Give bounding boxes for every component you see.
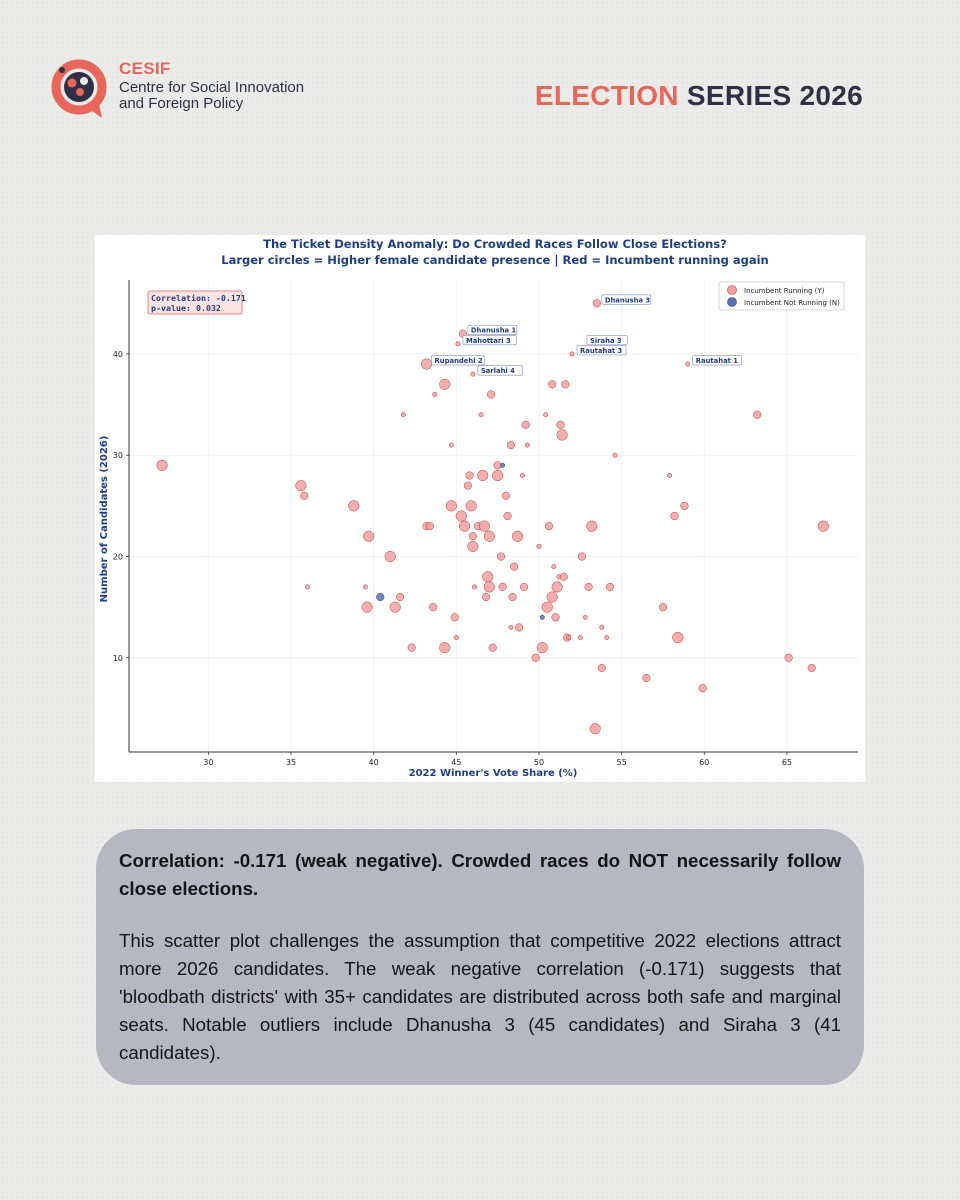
point-incumbent-running xyxy=(785,654,793,662)
point-incumbent-running xyxy=(456,511,467,522)
point-incumbent-running xyxy=(543,413,547,417)
point-incumbent-running xyxy=(509,593,517,601)
point-incumbent-running xyxy=(542,602,553,613)
chart-legend xyxy=(719,282,844,310)
point-incumbent-running xyxy=(552,613,560,621)
point-incumbent-running xyxy=(472,585,476,589)
point-incumbent-running xyxy=(349,501,360,512)
point-incumbent-running xyxy=(818,521,829,532)
point-incumbent-running xyxy=(525,443,529,447)
point-incumbent-not-running xyxy=(376,593,384,601)
point-incumbent-running xyxy=(686,362,690,366)
point-incumbent-running xyxy=(504,512,512,520)
x-axis-label: 2022 Winner's Vote Share (%) xyxy=(408,768,578,779)
point-incumbent-running xyxy=(477,470,488,481)
annotation xyxy=(577,345,626,355)
note-body: This scatter plot challenges the assumption that competitive 2022 elections attract more 2026 candidates. The weak negative correlation (-0.171) suggests that 'bloodbath districts' with 35+ candidates are distributed across both safe and marginal seats. Notable outliers include Dhanusha 3 (45 candidates) and Siraha 3 (41 candidates). xyxy=(119,930,841,1063)
legend-marker-not-running xyxy=(728,298,737,307)
point-incumbent-running xyxy=(385,551,396,562)
series-title xyxy=(535,80,863,112)
stats-box xyxy=(148,291,246,314)
annotation-label: Dhanusha 3 xyxy=(604,296,651,305)
x-tick-label: 35 xyxy=(285,758,297,767)
point-incumbent-running xyxy=(459,521,470,532)
point-incumbent-running xyxy=(557,421,565,429)
annotation xyxy=(602,295,651,305)
point-incumbent-running xyxy=(590,723,601,734)
point-incumbent-running xyxy=(520,583,528,591)
point-incumbent-running xyxy=(479,521,490,532)
cesif-logo xyxy=(48,56,308,122)
point-incumbent-running xyxy=(613,453,617,457)
point-incumbent-running xyxy=(469,532,477,540)
point-incumbent-running xyxy=(446,501,457,512)
point-incumbent-running xyxy=(606,583,614,591)
annotation-label: Mahottari 3 xyxy=(465,336,511,345)
point-incumbent-running xyxy=(396,593,404,601)
annotation xyxy=(432,356,485,366)
speech-bubble-logo-icon xyxy=(48,56,114,122)
y-tick-label: 40 xyxy=(112,349,123,359)
point-incumbent-running xyxy=(512,531,523,542)
series-title-accent: ELECTION xyxy=(534,80,679,111)
point-incumbent-running xyxy=(578,635,582,639)
point-incumbent-running xyxy=(593,299,601,307)
scatter-chart xyxy=(95,235,865,782)
annotation xyxy=(468,325,517,335)
point-incumbent-running xyxy=(673,632,684,643)
point-incumbent-running xyxy=(578,553,586,561)
point-incumbent-running xyxy=(557,430,568,441)
point-incumbent-running xyxy=(426,522,434,530)
point-incumbent-running xyxy=(489,644,497,652)
chart-subtitle: Larger circles = Higher female candidate presence | Red = Incumbent running again xyxy=(221,253,769,267)
annotation-label: Rautahat 3 xyxy=(580,346,623,355)
point-incumbent-running xyxy=(479,413,483,417)
org-line-2: and Foreign Policy xyxy=(119,95,244,112)
point-incumbent-running xyxy=(362,602,373,613)
point-incumbent-running xyxy=(390,602,401,613)
point-incumbent-running xyxy=(492,470,503,481)
organization-name xyxy=(119,80,379,112)
point-incumbent-running xyxy=(552,582,563,593)
note-headline: Correlation: -0.171 (weak negative). Crowded races do NOT necessarily follow close elections. xyxy=(119,850,841,899)
point-incumbent-running xyxy=(567,635,571,639)
y-axis-label: Number of Candidates (2026) xyxy=(99,435,110,603)
annotation-label: Dhanusha 1 xyxy=(470,326,517,335)
point-incumbent-running xyxy=(296,480,307,491)
y-tick-label: 10 xyxy=(112,653,123,663)
point-incumbent-running xyxy=(587,521,598,532)
point-incumbent-running xyxy=(484,582,495,593)
point-incumbent-running xyxy=(466,472,474,480)
brand-name: CESIF xyxy=(119,59,171,78)
annotation xyxy=(693,356,742,366)
series-title-rest: SERIES 2026 xyxy=(686,80,863,111)
point-incumbent-running xyxy=(451,613,459,621)
stats-p-value: p-value: 0.032 xyxy=(151,303,221,313)
org-line-1: Centre for Social Innovation xyxy=(119,79,305,96)
point-incumbent-running xyxy=(808,664,816,672)
point-incumbent-running xyxy=(570,352,574,356)
point-incumbent-running xyxy=(520,473,524,477)
point-incumbent-running xyxy=(605,635,609,639)
point-incumbent-running xyxy=(363,585,367,589)
point-incumbent-running xyxy=(560,573,568,581)
annotation-label: Rautahat 1 xyxy=(695,357,739,366)
point-incumbent-running xyxy=(659,603,667,611)
x-tick-label: 50 xyxy=(533,758,545,767)
point-incumbent-running xyxy=(598,664,606,672)
point-incumbent-not-running xyxy=(540,615,544,619)
point-incumbent-running xyxy=(502,492,510,500)
x-tick-label: 55 xyxy=(616,758,627,767)
point-incumbent-running xyxy=(482,571,493,582)
point-incumbent-running xyxy=(671,512,679,520)
point-incumbent-running xyxy=(363,531,374,542)
point-incumbent-running xyxy=(429,603,437,611)
point-incumbent-running xyxy=(439,642,450,653)
x-tick-label: 30 xyxy=(203,758,214,767)
point-incumbent-running xyxy=(497,553,505,561)
grid-lines xyxy=(129,280,858,752)
point-incumbent-running xyxy=(537,642,548,653)
point-incumbent-running xyxy=(401,413,405,417)
point-incumbent-not-running xyxy=(500,463,504,467)
legend-marker-incumbent xyxy=(728,286,737,295)
point-incumbent-running xyxy=(515,624,523,632)
point-incumbent-running xyxy=(484,531,495,542)
point-incumbent-running xyxy=(433,392,437,396)
legend-label-not-running: Incumbent Not Running (N) xyxy=(744,299,840,307)
point-incumbent-running xyxy=(510,563,518,571)
point-incumbent-running xyxy=(600,625,604,629)
y-tick-label: 30 xyxy=(112,451,123,461)
annotation xyxy=(478,366,523,376)
point-incumbent-running xyxy=(552,564,556,568)
point-incumbent-running xyxy=(305,585,309,589)
point-incumbent-running xyxy=(439,379,450,390)
chart-card xyxy=(95,235,865,782)
annotation-label: Sarlahi 4 xyxy=(480,367,515,376)
stats-correlation: Correlation: -0.171 xyxy=(151,293,246,303)
point-incumbent-running xyxy=(449,443,453,447)
point-incumbent-running xyxy=(548,381,556,389)
annotation xyxy=(587,335,627,345)
annotation xyxy=(463,335,516,345)
point-incumbent-running xyxy=(643,674,651,682)
point-incumbent-running xyxy=(499,583,507,591)
point-incumbent-running xyxy=(585,583,593,591)
point-incumbent-running xyxy=(482,593,490,601)
point-incumbent-running xyxy=(753,411,761,419)
point-incumbent-running xyxy=(547,592,558,603)
point-incumbent-running xyxy=(487,391,495,399)
point-incumbent-running xyxy=(454,635,458,639)
axes xyxy=(129,280,858,752)
point-incumbent-running xyxy=(667,473,671,477)
legend-label-incumbent: Incumbent Running (Y) xyxy=(744,287,825,295)
point-incumbent-running xyxy=(562,381,570,389)
x-tick-label: 60 xyxy=(699,758,710,767)
point-incumbent-running xyxy=(300,492,308,500)
x-tick-label: 45 xyxy=(451,758,462,767)
point-incumbent-running xyxy=(509,625,513,629)
y-tick-label: 20 xyxy=(112,552,123,562)
point-incumbent-running xyxy=(507,441,515,449)
x-tick-label: 65 xyxy=(781,758,793,767)
point-incumbent-running xyxy=(699,684,707,692)
annotation-label: Rupandehi 2 xyxy=(434,357,483,366)
chart-title: The Ticket Density Anomaly: Do Crowded Races Follow Close Elections? xyxy=(263,237,727,251)
annotation-label: Siraha 3 xyxy=(589,336,622,345)
point-incumbent-running xyxy=(421,359,432,370)
point-incumbent-running xyxy=(468,541,479,552)
point-incumbent-running xyxy=(408,644,416,652)
point-incumbent-running xyxy=(545,522,553,530)
point-incumbent-running xyxy=(456,342,460,346)
tick-labels xyxy=(113,350,792,767)
point-incumbent-running xyxy=(681,502,689,510)
x-tick-label: 40 xyxy=(368,758,379,767)
point-incumbent-running xyxy=(466,501,477,512)
point-incumbent-running xyxy=(537,544,541,548)
insight-note xyxy=(96,829,864,1085)
point-incumbent-running xyxy=(157,460,168,471)
point-incumbent-running xyxy=(464,482,472,490)
point-incumbent-running xyxy=(532,654,540,662)
point-annotations xyxy=(432,295,742,375)
point-incumbent-running xyxy=(522,421,530,429)
point-incumbent-running xyxy=(471,372,475,376)
point-incumbent-running xyxy=(583,615,587,619)
